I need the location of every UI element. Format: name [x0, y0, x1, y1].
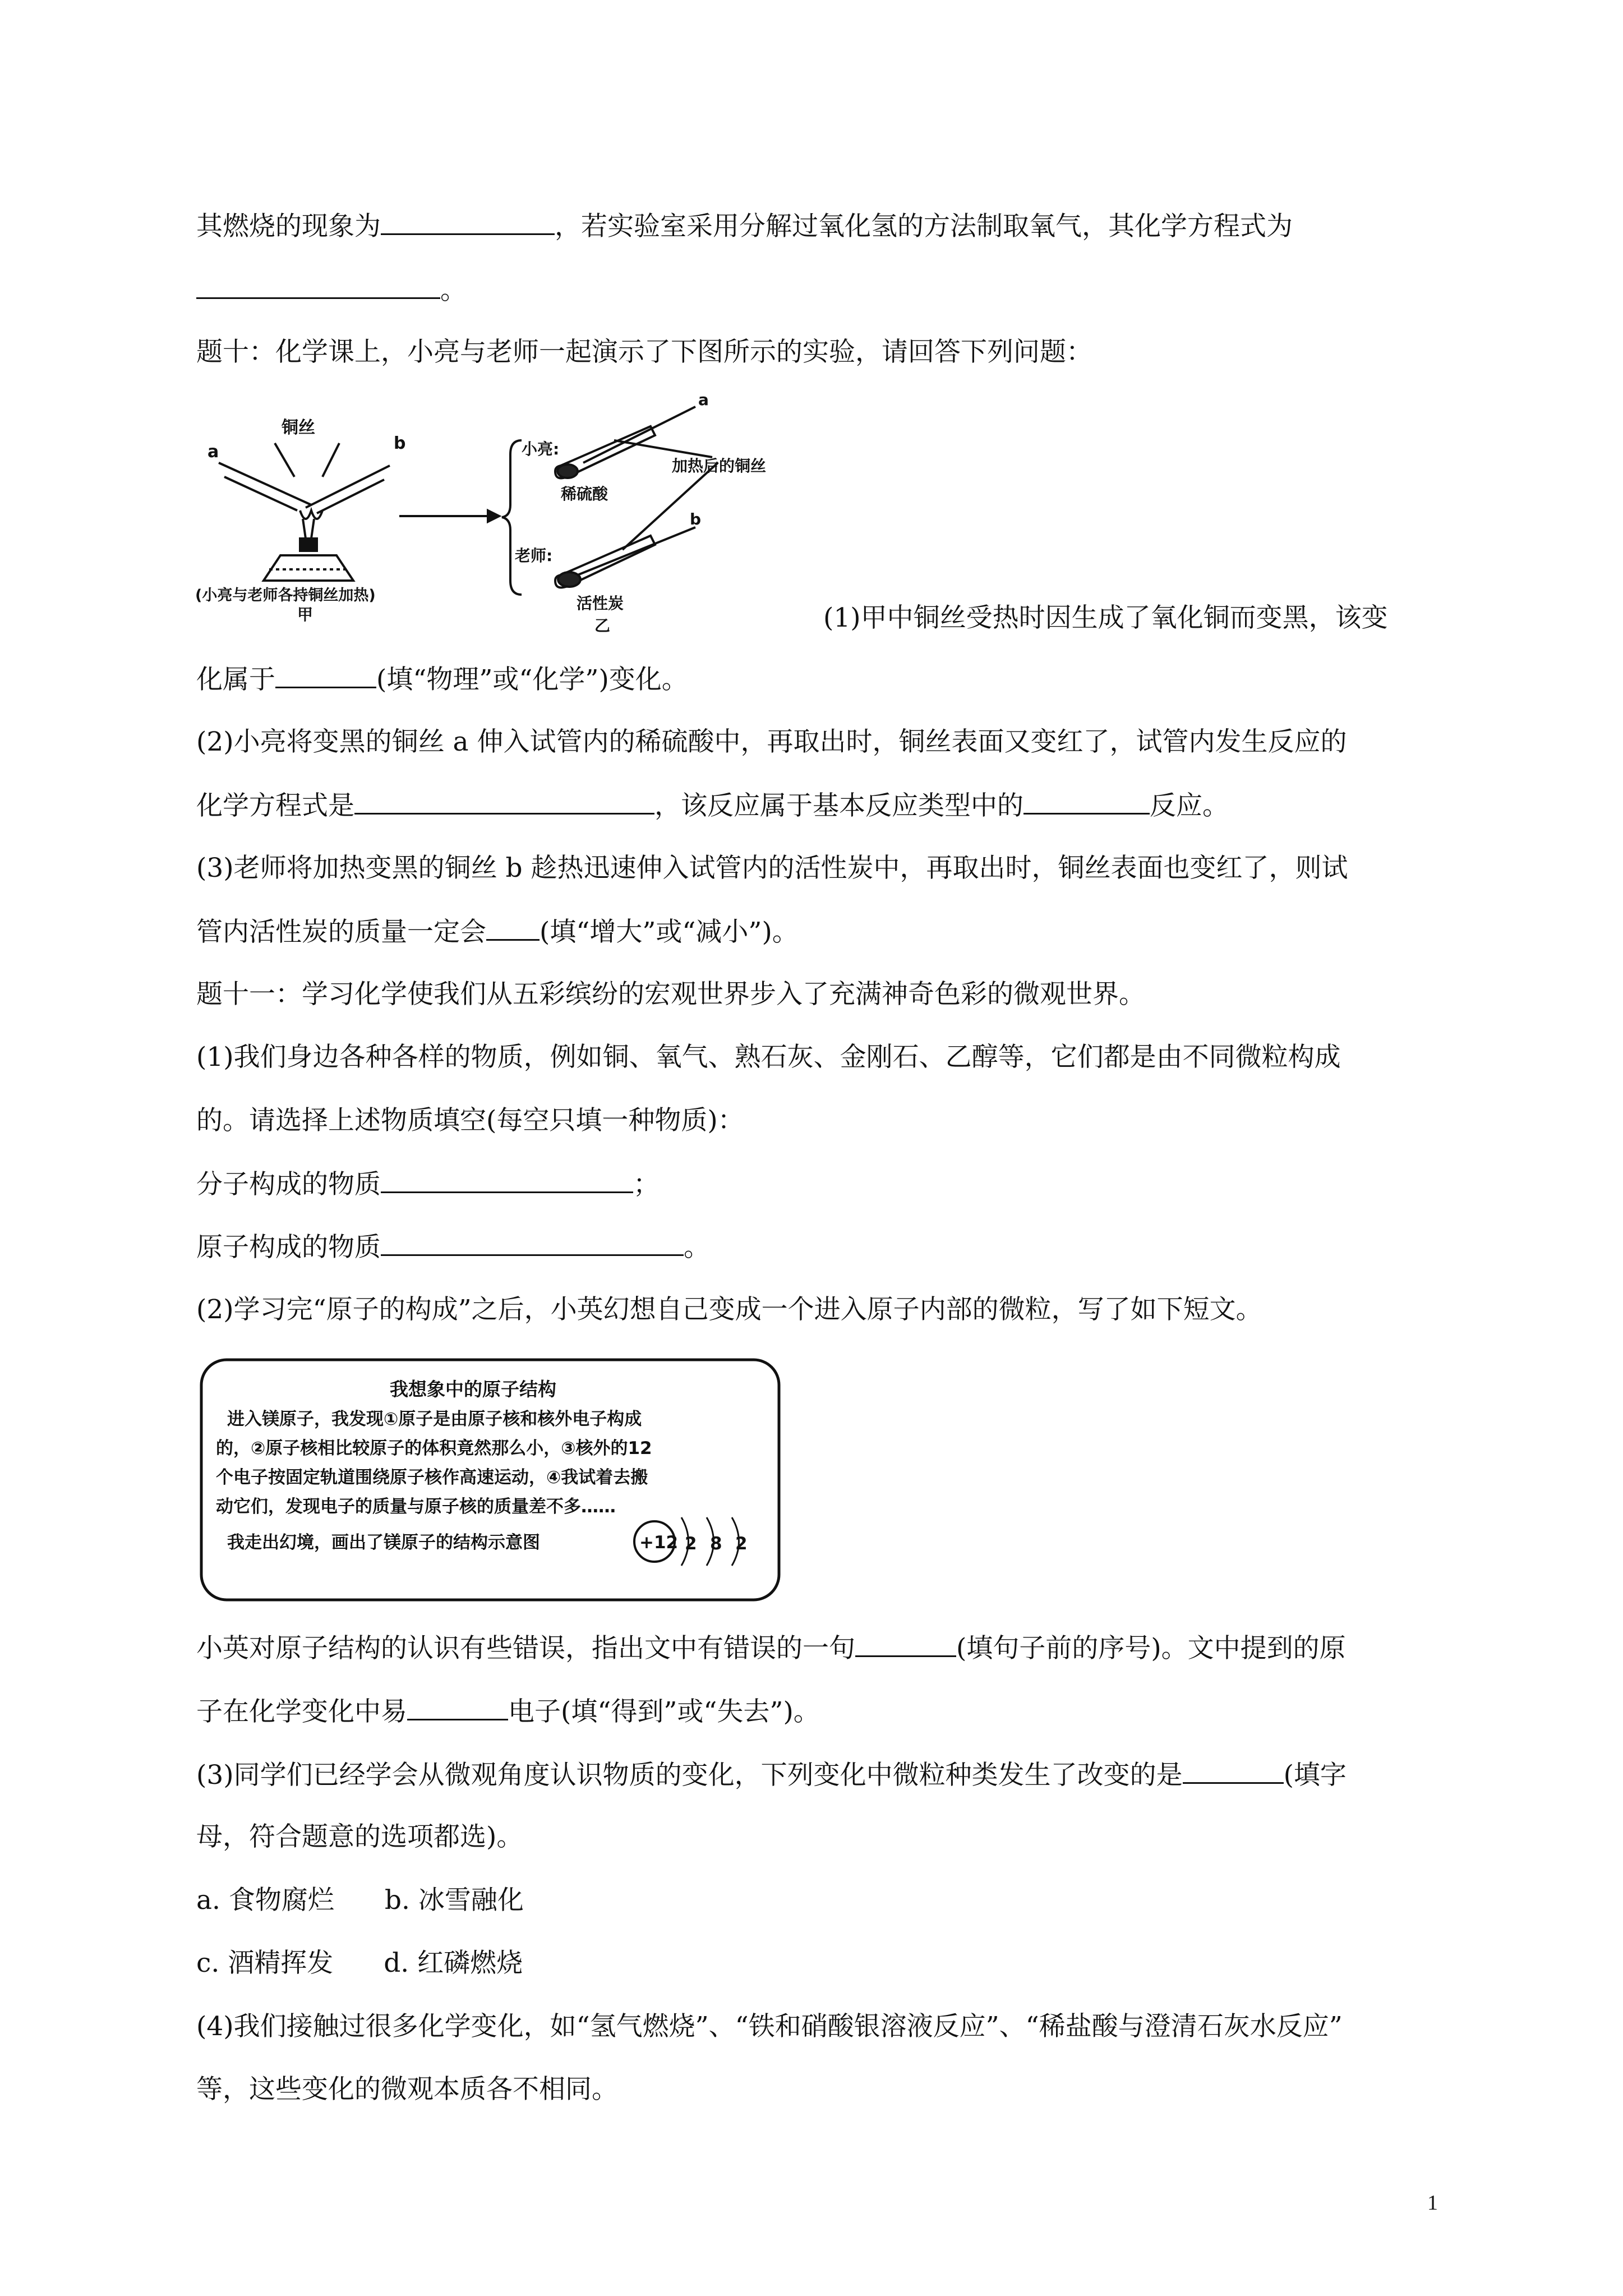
- copper-wire-heating-diagram: [219, 443, 390, 581]
- text-line: [196, 788, 1229, 823]
- electron-shell-1: 2: [685, 1534, 697, 1554]
- nucleus-label: +12: [639, 1533, 679, 1553]
- text-line: [196, 662, 688, 697]
- essay-line: 动它们，发现电子的质量与原子核的质量差不多……: [216, 1497, 616, 1517]
- option-c[interactable]: c. 酒精挥发: [196, 1948, 334, 1978]
- caption-yi: 乙: [594, 616, 611, 634]
- text-line: [196, 209, 1293, 243]
- label-b: b: [394, 434, 406, 453]
- text: 分子构成的物质: [196, 1169, 381, 1200]
- text-line: [196, 1230, 710, 1264]
- answer-blank[interactable]: [1023, 788, 1150, 815]
- brace-icon: [502, 440, 522, 595]
- label-activated-carbon: 活性炭: [577, 594, 624, 613]
- label-dilute-acid: 稀硫酸: [561, 485, 608, 503]
- essay-title: 我想象中的原子结构: [390, 1378, 556, 1400]
- label-a-tube: a: [698, 393, 709, 409]
- label-b-tube: b: [690, 510, 702, 528]
- label-xiaoliang: 小亮:: [522, 440, 560, 458]
- text-line: [196, 1167, 660, 1202]
- answer-blank[interactable]: [381, 1230, 684, 1256]
- text-line: [196, 1757, 1347, 1792]
- text: (填“增大”或“减小”)。: [540, 917, 799, 947]
- text: 化学方程式是: [196, 790, 354, 821]
- text-line: (2)学习完“原子的构成”之后，小英幻想自己变成一个进入原子内部的微粒，写了如下短文。: [196, 1294, 1262, 1325]
- option-a[interactable]: a. 食物腐烂: [196, 1885, 334, 1916]
- option-d[interactable]: d. 红磷燃烧: [384, 1948, 523, 1978]
- label-heated-wire: 加热后的铜丝: [672, 457, 767, 475]
- text: 其燃烧的现象为: [196, 211, 381, 242]
- text: (3)同学们已经学会从微观角度认识物质的变化，下列变化中微粒种类发生了改变的是: [196, 1760, 1183, 1791]
- essay-line: 进入镁原子，我发现①原子是由原子核和核外电子构成: [227, 1409, 642, 1429]
- question-10-title: 题十：化学课上，小亮与老师一起演示了下图所示的实验，请回答下列问题：: [196, 337, 1092, 367]
- text: (填字: [1283, 1760, 1347, 1791]
- essay-line: 个电子按固定轨道围绕原子核作高速运动，④我试着去搬: [216, 1467, 648, 1488]
- text-line: 母，符合题意的选项都选)。: [196, 1821, 523, 1852]
- text: 小英对原子结构的认识有些错误，指出文中有错误的一句: [196, 1633, 855, 1664]
- answer-blank[interactable]: [275, 662, 376, 688]
- text: 电子(填“得到”或“失去”)。: [508, 1696, 820, 1727]
- answer-blank[interactable]: [354, 788, 654, 815]
- electron-shell-3: 2: [735, 1534, 748, 1554]
- text: 管内活性炭的质量一定会: [196, 917, 486, 947]
- label-teacher: 老师:: [515, 546, 553, 565]
- option-row: [196, 1884, 524, 1917]
- answer-blank[interactable]: [381, 209, 555, 235]
- text: (填句子前的序号)。文中提到的原: [956, 1633, 1346, 1664]
- experiment-figure: [191, 393, 802, 634]
- answer-blank[interactable]: [1183, 1757, 1284, 1784]
- page-number: 1: [1427, 2191, 1438, 2215]
- answer-blank[interactable]: [407, 1694, 508, 1720]
- label-a: a: [208, 442, 219, 462]
- text: 反应。: [1150, 790, 1229, 821]
- option-row: [196, 1947, 523, 1980]
- text: 化属于: [196, 664, 275, 695]
- text-line: [196, 914, 799, 949]
- text-line: (2)小亮将变黑的铜丝 a 伸入试管内的稀硫酸中，再取出时，铜丝表面又变红了，试管内发生反应的: [196, 726, 1347, 757]
- text-line: (4)我们接触过很多化学变化，如“氢气燃烧”、“铁和硝酸银溶液反应”、“稀盐酸与澄清石灰水反应”: [196, 2011, 1343, 2042]
- text-line: [196, 1694, 820, 1729]
- option-b[interactable]: b. 冰雪融化: [384, 1885, 524, 1916]
- text: 原子构成的物质: [196, 1232, 381, 1263]
- question-11-title: 题十一：学习化学使我们从五彩缤纷的宏观世界步入了充满神奇色彩的微观世界。: [196, 979, 1145, 1010]
- text: (填“物理”或“化学”)变化。: [376, 664, 688, 695]
- text-line: [196, 273, 467, 307]
- caption-jia: 甲: [297, 605, 313, 624]
- label-copper-wire: 铜丝: [282, 418, 315, 438]
- answer-blank[interactable]: [381, 1167, 633, 1193]
- text-line: 等，这些变化的微观本质各不相同。: [196, 2074, 618, 2105]
- text-line: [823, 601, 1388, 635]
- text: ，若实验室采用分解过氧化氢的方法制取氧气，其化学方程式为: [555, 211, 1293, 242]
- electron-shell-2: 8: [710, 1534, 722, 1554]
- answer-blank[interactable]: [855, 1631, 956, 1657]
- answer-blank[interactable]: [196, 273, 440, 299]
- arrow-icon: [399, 510, 499, 522]
- text-line: (3)老师将加热变黑的铜丝 b 趁热迅速伸入试管内的活性炭中，再取出时，铜丝表面也变红了，则试: [196, 853, 1348, 884]
- caption-jia-note: (小亮与老师各持铜丝加热): [195, 587, 376, 604]
- text: ；: [633, 1169, 660, 1200]
- essay-line: 我走出幻境，画出了镁原子的结构示意图: [227, 1533, 540, 1553]
- text: 。: [684, 1232, 710, 1263]
- text: 子在化学变化中易: [196, 1696, 407, 1727]
- text: ，该反应属于基本反应类型中的: [654, 790, 1023, 821]
- text-line: [196, 1631, 1346, 1665]
- text: (1)甲中铜丝受热时因生成了氧化铜而变黑，该变: [823, 602, 1388, 633]
- essay-line: 的，②原子核相比较原子的体积竟然那么小，③核外的12: [216, 1438, 652, 1458]
- answer-blank[interactable]: [486, 914, 540, 941]
- text: 。: [440, 275, 467, 306]
- atom-structure-essay-figure: [199, 1358, 782, 1604]
- text-line: (1)我们身边各种各样的物质，例如铜、氧气、熟石灰、金刚石、乙醇等，它们都是由不同微粒构成: [196, 1042, 1341, 1073]
- text-line: 的。请选择上述物质填空(每空只填一种物质)：: [196, 1105, 744, 1136]
